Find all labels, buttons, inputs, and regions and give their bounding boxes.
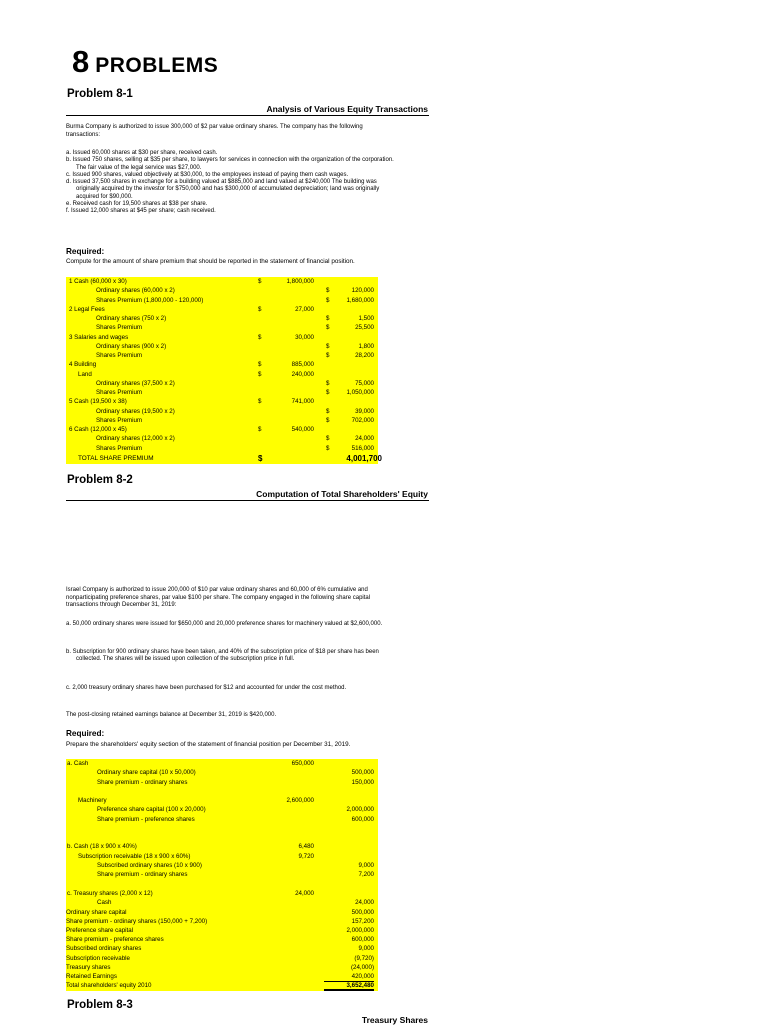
item-a <box>66 621 396 628</box>
table-row <box>66 370 378 379</box>
credit-currency: $ <box>326 379 330 387</box>
table-row <box>66 908 378 917</box>
debit-amount: 650,000 <box>291 760 314 767</box>
entry-label: Ordinary shares (37,500 x 2) <box>96 379 175 387</box>
equity-label: Retained Earnings <box>66 972 117 980</box>
required-heading: Required: <box>66 729 105 738</box>
credit-amount: 120,000 <box>351 287 374 295</box>
list-item: a. 50,000 ordinary shares were issued for $650,000 and 20,000 preference shares for machinery valued at $2,600,000. <box>66 621 383 627</box>
debit-currency: $ <box>258 361 262 369</box>
credit-currency: $ <box>326 287 330 295</box>
list-item: c. Issued 900 shares, valued objectively at $30,000, to the employees instead of paying them cash wages. <box>66 171 349 178</box>
debit-amount: 2,600,000 <box>286 797 314 804</box>
table-row <box>66 379 378 388</box>
credit-amount: 516,000 <box>351 444 374 452</box>
entry-label: Share premium - ordinary shares <box>97 871 188 878</box>
table-row <box>66 842 378 851</box>
problem-8-1-intro: Burma Company is authorized to issue 300,000 of $2 par value ordinary shares. The company has the following transactions: <box>66 124 363 138</box>
entry-label: Ordinary shares (12,000 x 2) <box>96 435 175 443</box>
credit-amount: 25,500 <box>355 324 374 332</box>
total-label: TOTAL SHARE PREMIUM <box>78 455 154 462</box>
equity-label: Subscription receivable <box>66 954 130 962</box>
table-row <box>66 954 378 963</box>
chapter-word: PROBLEMS <box>95 54 219 77</box>
table-row <box>66 972 378 981</box>
credit-currency: $ <box>326 352 330 359</box>
table-row <box>66 805 378 814</box>
table-row <box>66 944 378 953</box>
required-text: Prepare the shareholders' equity section of the statement of financial position per December 31, 2019. <box>66 741 351 748</box>
table-row <box>66 397 378 406</box>
table-row <box>66 870 378 879</box>
table-row <box>66 388 378 397</box>
problem-8-2-title: Problem 8-2 <box>67 474 133 486</box>
entry-label: 1 Cash (60,000 x 30) <box>69 278 127 285</box>
equity-amount: 500,000 <box>351 909 374 916</box>
table-row <box>66 323 378 332</box>
credit-amount: 24,000 <box>355 898 374 906</box>
credit-currency: $ <box>326 324 330 332</box>
debit-amount: 240,000 <box>291 370 314 378</box>
table-row <box>66 425 378 434</box>
credit-amount: 702,000 <box>351 416 374 424</box>
entry-label: Subscribed ordinary shares (10 x 900) <box>97 861 202 869</box>
credit-amount: 7,200 <box>358 871 374 878</box>
credit-amount: 600,000 <box>351 815 374 823</box>
entry-label: 5 Cash (19,500 x 38) <box>69 398 127 406</box>
entry-label: Shares Premium <box>96 389 143 396</box>
credit-currency: $ <box>326 315 330 322</box>
table-row <box>66 759 378 768</box>
table-row <box>66 416 378 425</box>
entry-label: Ordinary shares (900 x 2) <box>96 342 167 350</box>
debit-currency: $ <box>258 426 262 433</box>
entry-label: Ordinary share capital (10 x 50,000) <box>97 769 196 777</box>
table-row <box>66 768 378 777</box>
table-row <box>66 296 378 305</box>
credit-currency: $ <box>326 342 330 350</box>
credit-amount: 2,000,000 <box>346 806 374 814</box>
credit-amount: 1,500 <box>358 315 374 322</box>
entry-label: c. Treasury shares (2,000 x 12) <box>67 889 153 897</box>
debit-amount: 27,000 <box>295 305 314 313</box>
equity-amount: 9,000 <box>358 945 374 953</box>
problem-8-1-title: Problem 8-1 <box>67 88 133 100</box>
entry-label: Preference share capital (100 x 20,000) <box>97 806 206 814</box>
table-row <box>66 305 378 314</box>
entry-label: Land <box>78 370 92 378</box>
equity-label: Share premium - preference shares <box>66 936 164 944</box>
list-item: d. Issued 37,500 shares in exchange for a building valued at $885,000 and land valued at $240,000 The building was originally acquired by the investor for $750,000 and has $300,000 of accumulated depreciation; land was originally acquired for $90,000. <box>66 179 380 200</box>
credit-currency: $ <box>326 416 330 424</box>
entry-label: Machinery <box>78 797 107 804</box>
debit-amount: 885,000 <box>291 361 314 369</box>
credit-amount: 1,800 <box>358 342 374 350</box>
table-row <box>66 926 378 935</box>
table-row <box>66 351 378 360</box>
entry-label: Share premium - preference shares <box>97 815 195 823</box>
credit-currency: $ <box>326 389 330 396</box>
table-row <box>66 333 378 342</box>
problem-8-2-intro: Israel Company is authorized to issue 200,000 of $10 par value ordinary shares and 60,000 of 6% cumulative and nonparticipating preference shares, par value $100 per share. The company engaged in the following share capital transactions through December 31, 2019: <box>66 587 371 609</box>
equity-amount: (24,000) <box>350 963 374 971</box>
entry-label: Shares Premium <box>96 416 143 424</box>
equity-amount: 2,000,000 <box>346 927 374 935</box>
item-c <box>66 685 396 692</box>
credit-amount: 28,200 <box>355 352 374 359</box>
equity-amount: 600,000 <box>351 936 374 944</box>
table-row <box>66 314 378 323</box>
problem-8-1-subtitle: Analysis of Various Equity Transactions <box>266 104 428 114</box>
credit-currency: $ <box>326 296 330 304</box>
table-row <box>66 434 378 443</box>
entry-label: Subscription receivable (18 x 900 x 60%) <box>78 852 191 860</box>
table-row <box>66 861 378 870</box>
credit-amount: 39,000 <box>355 407 374 415</box>
chapter-number: 8 <box>72 44 90 79</box>
table-row <box>66 277 378 286</box>
debit-currency: $ <box>258 370 262 378</box>
entry-label: Shares Premium <box>96 352 143 359</box>
debit-amount: 6,480 <box>298 843 314 851</box>
credit-amount: 1,680,000 <box>346 296 374 304</box>
credit-amount: 150,000 <box>351 778 374 786</box>
table-row <box>66 815 378 824</box>
entry-label: Ordinary shares (60,000 x 2) <box>96 287 175 295</box>
list-item: c. 2,000 treasury ordinary shares have been purchased for $12 and accounted for under the cost method. <box>66 685 347 691</box>
table-row <box>66 898 378 907</box>
table-row <box>66 796 378 805</box>
list-item: a. Issued 60,000 shares at $30 per share, received cash. <box>66 150 218 156</box>
list-item: f. Issued 12,000 shares at $45 per share; cash received. <box>66 208 216 215</box>
debit-currency: $ <box>258 398 262 406</box>
credit-amount: 1,050,000 <box>346 389 374 396</box>
table-row <box>66 778 378 787</box>
entry-label: b. Cash (18 x 900 x 40%) <box>67 843 137 851</box>
list-item: b. Issued 750 shares, selling at $35 per share, to lawyers for services in connection with the organization of the corporation. The fair value of the legal service was $27,000. <box>66 157 394 171</box>
entry-label: Share premium - ordinary shares <box>97 778 188 786</box>
problem-8-3-title: Problem 8-3 <box>67 999 133 1011</box>
debit-amount: 540,000 <box>291 426 314 433</box>
equity-amount: 420,000 <box>351 972 374 980</box>
credit-amount: 500,000 <box>351 769 374 777</box>
table-row <box>66 852 378 861</box>
debit-amount: 9,720 <box>298 852 314 860</box>
debit-amount: 1,800,000 <box>286 278 314 285</box>
total-value: 3,652,480 <box>324 981 374 991</box>
total-value: 4,001,700 <box>346 454 382 463</box>
entry-label: 2 Legal Fees <box>69 305 105 313</box>
item-b <box>66 649 396 664</box>
entry-label: Shares Premium <box>96 444 143 452</box>
entry-label: 3 Salaries and wages <box>69 333 129 341</box>
chapter-heading <box>72 44 218 80</box>
problem-8-2-subtitle: Computation of Total Shareholders' Equity <box>256 489 428 499</box>
equity-label: Preference share capital <box>66 927 134 935</box>
table-row <box>66 889 378 898</box>
total-share-premium-row <box>66 453 382 464</box>
entry-label: 4 Building <box>69 361 97 369</box>
equity-label: Share premium - ordinary shares (150,000 + 7,200) <box>66 918 208 926</box>
credit-currency: $ <box>326 435 330 443</box>
retained-earnings-note: The post-closing retained earnings balance at December 31, 2019 is $420,000. <box>66 712 277 718</box>
total-currency: $ <box>258 454 263 463</box>
problem-8-3-subtitle: Treasury Shares <box>361 1015 428 1025</box>
required-text: Compute for the amount of share premium that should be reported in the statement of financial position. <box>66 258 355 265</box>
equity-amount: (9,720) <box>354 954 374 962</box>
debit-currency: $ <box>258 305 262 313</box>
table-row <box>66 360 378 369</box>
table-row <box>66 963 378 972</box>
equity-amount: 157,200 <box>351 918 374 926</box>
credit-amount: 75,000 <box>355 379 374 387</box>
credit-amount: 24,000 <box>355 435 374 443</box>
table-row <box>66 917 378 926</box>
debit-amount: 24,000 <box>295 889 314 897</box>
entry-label: a. Cash <box>67 760 89 767</box>
debit-currency: $ <box>258 278 262 285</box>
entry-label: Cash <box>97 898 112 906</box>
transaction-list <box>66 150 396 216</box>
equity-label: Subscribed ordinary shares <box>66 945 142 953</box>
debit-amount: 741,000 <box>291 398 314 406</box>
table-row <box>66 935 378 944</box>
credit-currency: $ <box>326 444 330 452</box>
total-label: Total shareholders' equity 2010 <box>66 982 152 989</box>
divider <box>66 500 429 501</box>
entry-label: Shares Premium <box>96 324 143 332</box>
table-row <box>66 342 378 351</box>
list-item: e. Received cash for 19,500 shares at $38 per share. <box>66 201 208 208</box>
table-row <box>66 286 378 295</box>
divider <box>66 115 429 116</box>
entry-label: Ordinary shares (750 x 2) <box>96 315 167 322</box>
credit-amount: 9,000 <box>358 861 374 869</box>
entry-label: Ordinary shares (19,500 x 2) <box>96 407 175 415</box>
total-equity-row <box>66 981 378 990</box>
debit-currency: $ <box>258 333 262 341</box>
required-heading: Required: <box>66 247 105 256</box>
list-item: b. Subscription for 900 ordinary shares have been taken, and 40% of the subscription price of $18 per share has been collected. The shares will be issued upon collection of the subscription price in full. <box>66 649 379 663</box>
credit-currency: $ <box>326 407 330 415</box>
equity-label: Ordinary share capital <box>66 909 127 916</box>
table-row <box>66 407 378 416</box>
entry-label: Shares Premium (1,800,000 - 120,000) <box>96 296 204 304</box>
entry-label: 6 Cash (12,000 x 45) <box>69 426 127 433</box>
table-row <box>66 444 378 453</box>
equity-label: Treasury shares <box>66 963 111 971</box>
debit-amount: 30,000 <box>295 333 314 341</box>
